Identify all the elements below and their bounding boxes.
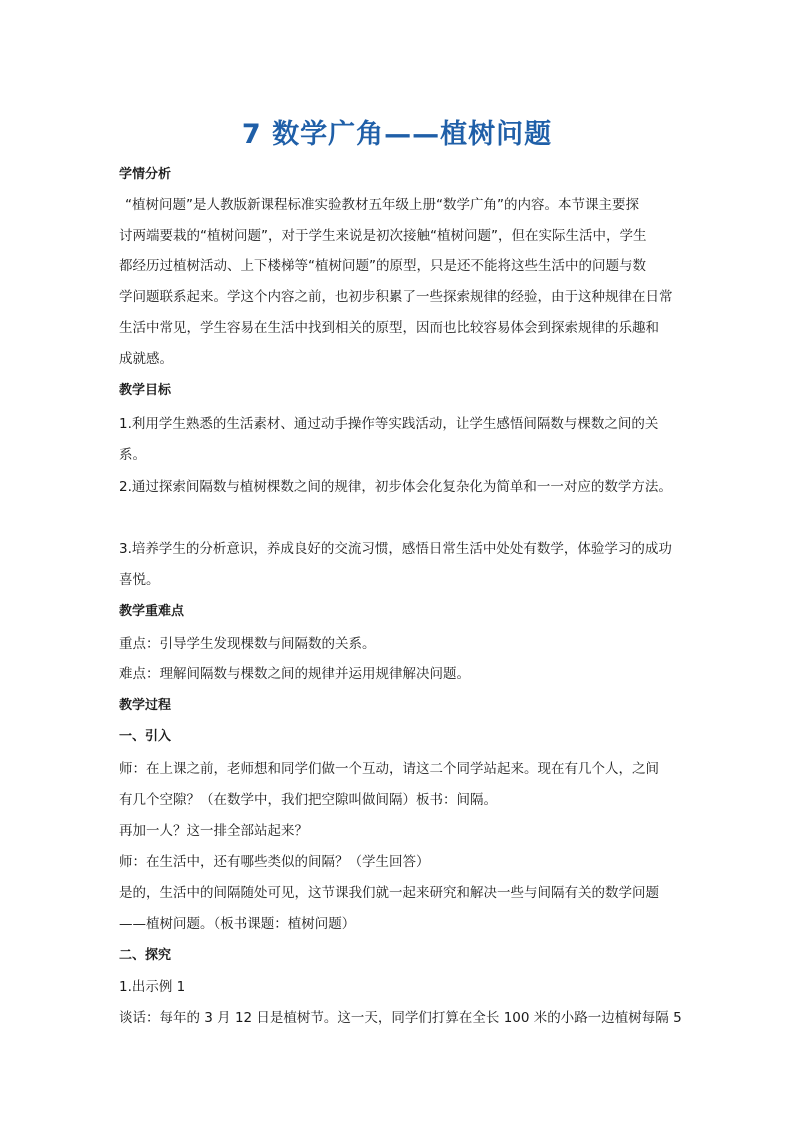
goals-line: 3.培养学生的分析意识，养成良好的交流习惯，感悟日常生活中处处有数学，体验学习的成功 [119,541,672,557]
goals-line: 喜悦。 [119,572,160,588]
intro-heading: 一、引入 [119,729,172,744]
analysis-line: 讨两端要栽的“植树问题”，对于学生来说是初次接触“植树问题”，但在实际生活中，学生 [119,228,647,244]
intro-line: 师：在生活中，还有哪些类似的间隔？（学生回答） [119,854,430,870]
goals-line: 1.利用学生熟悉的生活素材、通过动手操作等实践活动，让学生感悟间隔数与棵数之间的关 [119,416,659,432]
keypoints-line: 难点：理解间隔数与棵数之间的规律并运用规律解决问题。 [119,666,470,682]
explore-line: 1.出示例 1 [119,979,186,995]
analysis-line: 都经历过植树活动、上下楼梯等“植树问题”的原型，只是还不能将这些生活中的问题与数 [119,258,646,274]
explore-line: 谈话：每年的 3 月 12 日是植树节。这一天，同学们打算在全长 100 米的小路一边植树每隔 5 [119,1010,682,1026]
intro-line: 师：在上课之前，老师想和同学们做一个互动，请这二个同学站起来。现在有几个人，之间 [119,761,659,777]
goals-line: 2.通过探索间隔数与植树棵数之间的规律，初步体会化复杂化为简单和一一对应的数学方法。 [119,479,672,495]
analysis-line: 学问题联系起来。学这个内容之前，也初步积累了一些探索规律的经验，由于这种规律在日常 [119,289,673,305]
intro-line: 是的，生活中的间隔随处可见，这节课我们就一起来研究和解决一些与间隔有关的数学问题 [119,885,659,901]
keypoints-heading: 教学重难点 [119,604,185,619]
goals-heading: 教学目标 [119,383,172,398]
analysis-line: 成就感。 [119,351,173,367]
analysis-line: 生活中常见，学生容易在生活中找到相关的原型，因而也比较容易体会到探索规律的乐趣和 [119,320,659,336]
intro-line: 有几个空隙？（在数学中，我们把空隙叫做间隔）板书：间隔。 [119,792,497,808]
analysis-heading: 学情分析 [119,167,172,182]
analysis-line: “植树问题”是人教版新课程标准实验教材五年级上册“数学广角”的内容。本节课主要探 [125,197,639,213]
explore-heading: 二、探究 [119,948,172,963]
process-heading: 教学过程 [119,698,172,713]
keypoints-line: 重点：引导学生发现棵数与间隔数的关系。 [119,636,376,652]
page-title: 7 数学广角——植树问题 [241,119,553,150]
intro-line: ——植树问题。（板书课题：植树问题） [119,916,356,932]
goals-line: 系。 [119,447,146,463]
intro-line: 再加一人？这一排全部站起来？ [119,823,308,839]
